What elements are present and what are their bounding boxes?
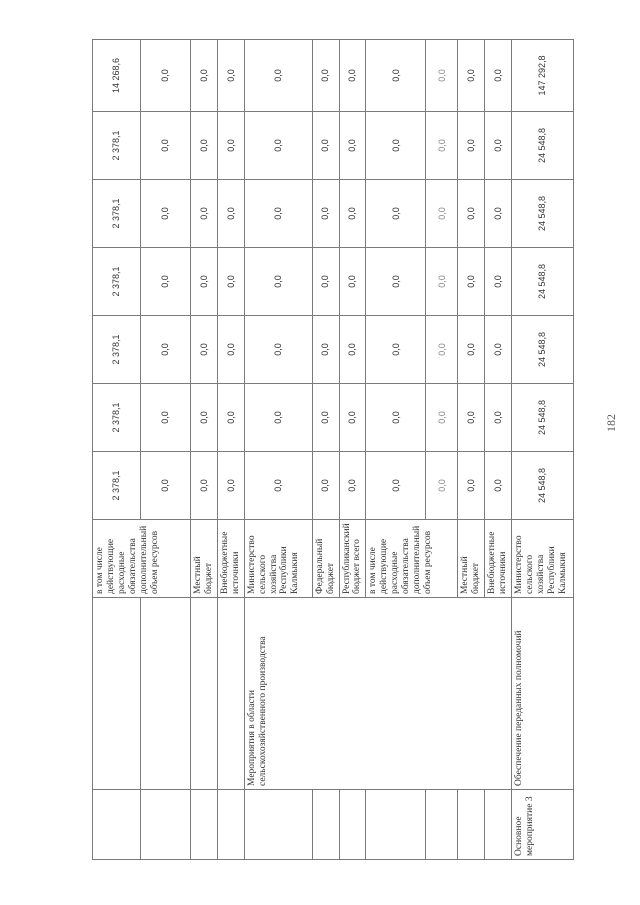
value-cell: 0,0 <box>485 384 512 452</box>
section-cell <box>141 790 191 860</box>
value-cell: 0,0 <box>426 180 458 248</box>
source-cell: в том числе действующие расходные обязательства дополнительный объем ресурсов <box>93 520 191 598</box>
activity-cell <box>191 598 218 790</box>
source-cell: в том числе действующие расходные обязательства дополнительный объем ресурсов <box>366 520 458 598</box>
value-cell: 0,0 <box>426 452 458 520</box>
value-cell: 0,0 <box>191 180 218 248</box>
value-cell: 0,0 <box>191 452 218 520</box>
value-cell: 0,0 <box>339 384 366 452</box>
activity-cell: Обеспечение переданных полномочий <box>512 598 574 790</box>
table-row <box>93 40 141 860</box>
value-cell: 0,0 <box>244 248 312 316</box>
value-cell: 0,0 <box>312 248 339 316</box>
table-row <box>141 40 191 860</box>
value-cell: 2 378,1 <box>93 248 141 316</box>
value-cell: 0,0 <box>312 112 339 180</box>
value-cell: 0,0 <box>366 316 426 384</box>
value-cell: 0,0 <box>485 248 512 316</box>
total-cell: 0,0 <box>485 40 512 112</box>
section-cell <box>191 790 218 860</box>
source-cell: Внебюджетные источники <box>485 520 512 598</box>
source-cell: Министерство сельского хозяйства Республики Калмыкия <box>512 520 574 598</box>
source-cell: Местный бюджет <box>458 520 485 598</box>
section-cell <box>312 790 339 860</box>
value-cell: 2 378,1 <box>93 112 141 180</box>
value-cell: 0,0 <box>141 112 191 180</box>
value-cell: 0,0 <box>339 316 366 384</box>
section-cell <box>244 790 312 860</box>
value-cell: 0,0 <box>244 452 312 520</box>
source-cell: Министерство сельского хозяйства Республики Калмыкия <box>244 520 312 598</box>
value-cell: 0,0 <box>217 384 244 452</box>
table-row <box>244 40 312 860</box>
section-cell <box>458 790 485 860</box>
value-cell: 0,0 <box>426 316 458 384</box>
value-cell: 0,0 <box>191 316 218 384</box>
value-cell: 0,0 <box>458 316 485 384</box>
table-row <box>217 40 244 860</box>
value-cell: 0,0 <box>485 180 512 248</box>
section-cell: Основное мероприятие 3 <box>512 790 574 860</box>
value-cell: 0,0 <box>366 384 426 452</box>
value-cell: 2 378,1 <box>93 316 141 384</box>
value-cell: 0,0 <box>485 316 512 384</box>
value-cell: 0,0 <box>458 112 485 180</box>
value-cell: 0,0 <box>485 112 512 180</box>
section-cell <box>339 790 366 860</box>
table-row <box>191 40 218 860</box>
value-cell: 24 548,8 <box>512 384 574 452</box>
value-cell: 0,0 <box>339 452 366 520</box>
value-cell: 0,0 <box>366 180 426 248</box>
value-cell: 2 378,1 <box>93 452 141 520</box>
value-cell: 0,0 <box>339 112 366 180</box>
value-cell: 0,0 <box>339 248 366 316</box>
activity-cell: Мероприятия в области сельскохозяйственного производства <box>244 598 511 790</box>
value-cell: 0,0 <box>191 112 218 180</box>
page-number: 182 <box>604 414 618 432</box>
value-cell: 0,0 <box>312 384 339 452</box>
value-cell: 0,0 <box>458 180 485 248</box>
value-cell: 0,0 <box>217 248 244 316</box>
value-cell: 0,0 <box>191 248 218 316</box>
total-cell: 0,0 <box>244 40 312 112</box>
rotated-table-container <box>92 40 568 860</box>
section-cell <box>366 790 426 860</box>
value-cell: 0,0 <box>217 316 244 384</box>
value-cell: 0,0 <box>244 112 312 180</box>
value-cell: 0,0 <box>141 384 191 452</box>
value-cell: 2 378,1 <box>93 180 141 248</box>
budget-table <box>92 39 574 860</box>
value-cell: 0,0 <box>244 316 312 384</box>
value-cell: 24 548,8 <box>512 180 574 248</box>
value-cell: 0,0 <box>339 180 366 248</box>
total-cell: 0,0 <box>191 40 218 112</box>
total-cell: 0,0 <box>458 40 485 112</box>
value-cell: 24 548,8 <box>512 316 574 384</box>
value-cell: 0,0 <box>312 452 339 520</box>
value-cell: 0,0 <box>485 452 512 520</box>
value-cell: 0,0 <box>426 112 458 180</box>
source-cell: Местный бюджет <box>191 520 218 598</box>
total-cell: 0,0 <box>339 40 366 112</box>
value-cell: 24 548,8 <box>512 248 574 316</box>
value-cell: 0,0 <box>217 112 244 180</box>
value-cell: 0,0 <box>458 452 485 520</box>
value-cell: 0,0 <box>366 248 426 316</box>
value-cell: 24 548,8 <box>512 112 574 180</box>
table-row <box>512 40 574 860</box>
value-cell: 0,0 <box>366 112 426 180</box>
total-cell: 0,0 <box>141 40 191 112</box>
value-cell: 0,0 <box>217 180 244 248</box>
value-cell: 0,0 <box>312 180 339 248</box>
value-cell: 0,0 <box>141 180 191 248</box>
value-cell: 0,0 <box>191 384 218 452</box>
value-cell: 0,0 <box>426 384 458 452</box>
value-cell: 0,0 <box>244 180 312 248</box>
value-cell: 0,0 <box>141 248 191 316</box>
activity-cell <box>141 598 191 790</box>
value-cell: 0,0 <box>141 316 191 384</box>
total-cell: 147 292,8 <box>512 40 574 112</box>
source-cell: Федеральный бюджет <box>312 520 339 598</box>
value-cell: 0,0 <box>217 452 244 520</box>
value-cell: 0,0 <box>458 384 485 452</box>
total-cell: 0,0 <box>366 40 426 112</box>
total-cell: 0,0 <box>312 40 339 112</box>
value-cell: 0,0 <box>244 384 312 452</box>
source-cell: Внебюджетные источники <box>217 520 244 598</box>
value-cell: 0,0 <box>458 248 485 316</box>
activity-cell <box>217 598 244 790</box>
section-cell <box>217 790 244 860</box>
section-cell <box>426 790 458 860</box>
section-cell <box>93 790 141 860</box>
value-cell: 24 548,8 <box>512 452 574 520</box>
value-cell: 0,0 <box>366 452 426 520</box>
source-cell: Республиканский бюджет всего <box>339 520 366 598</box>
value-cell: 0,0 <box>141 452 191 520</box>
section-cell <box>485 790 512 860</box>
total-cell: 0,0 <box>217 40 244 112</box>
total-cell: 14 268,6 <box>93 40 141 112</box>
total-cell: 0,0 <box>426 40 458 112</box>
activity-cell <box>93 598 141 790</box>
value-cell: 0,0 <box>426 248 458 316</box>
value-cell: 2 378,1 <box>93 384 141 452</box>
value-cell: 0,0 <box>312 316 339 384</box>
